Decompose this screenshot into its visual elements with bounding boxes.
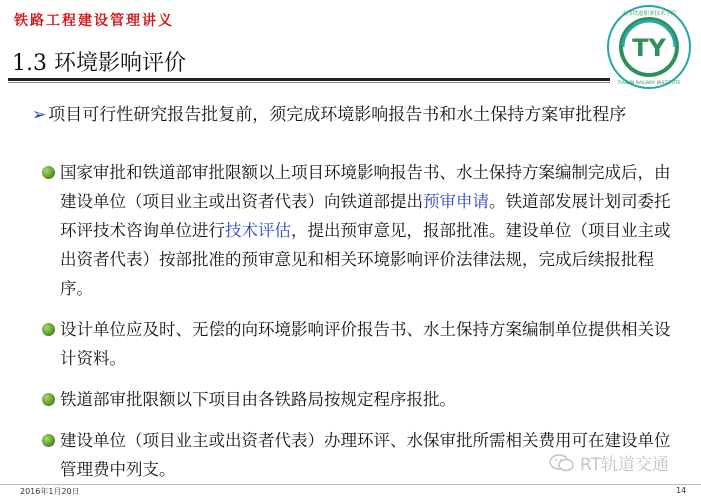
item-text: 建设单位（项目业主或出资者代表）办理环评、水保审批所需相关费用可在建设单位管理费中列支。	[60, 431, 671, 479]
logo-text-bottom: TIANJIN RAILWAY INSTITUTE	[617, 81, 681, 86]
series-title: 铁路工程建设管理讲义	[14, 13, 174, 29]
title-divider-thin	[8, 82, 610, 83]
watermark	[548, 450, 669, 475]
wechat-icon	[548, 453, 576, 473]
title-divider	[8, 78, 610, 81]
footer-date: 2016年1月20日	[20, 487, 80, 496]
item-text: 设计单位应及时、无偿的向环境影响评价报告书、水土保持方案编制单位提供相关设计资料。	[60, 320, 671, 368]
logo-monogram: TY	[632, 34, 666, 62]
green-bullet-icon	[42, 434, 55, 447]
highlight-pretrial-application: 预审申请	[423, 192, 489, 211]
arrow-bullet-icon: ➢	[32, 105, 47, 125]
intro-text: 项目可行性研究报告批复前，须完成环境影响报告书和水土保持方案审批程序	[48, 105, 627, 125]
page-number: 14	[676, 486, 687, 495]
green-bullet-icon	[42, 393, 55, 406]
list-item	[40, 315, 672, 373]
highlight-technical-assessment: 技术评估	[225, 221, 291, 240]
item-text: ，提出预审意见，报部批准。建设单位（项目业主或出资者代表）按部批准的预审意见和相关环境影响评价法律法规，完成后续报批程序。	[60, 221, 671, 298]
section-title: 1.3 环境影响评价	[12, 51, 186, 76]
item-text: 国家审批和铁道部审批限额以上项目环境影响报告书、水土保持方案编制完成后，由建设单位（项目业主或出资者代表）向铁道部提出	[60, 163, 671, 211]
green-bullet-icon	[42, 166, 55, 179]
green-bullet-icon	[42, 323, 55, 336]
institute-logo-icon	[606, 4, 692, 90]
list-item	[40, 385, 672, 414]
footer-divider	[0, 484, 701, 485]
bullet-list	[40, 158, 672, 484]
item-text: 铁道部审批限额以下项目由各铁路局按规定程序报批。	[60, 390, 456, 409]
list-item	[40, 158, 672, 303]
watermark-text: RT轨道交通	[580, 455, 669, 475]
intro-point	[32, 104, 672, 127]
item-text: 。铁道部发展计划司委托环评技术咨询单位进行	[60, 192, 671, 240]
logo-text-top: 天津铁道职业技术学院	[621, 11, 677, 17]
